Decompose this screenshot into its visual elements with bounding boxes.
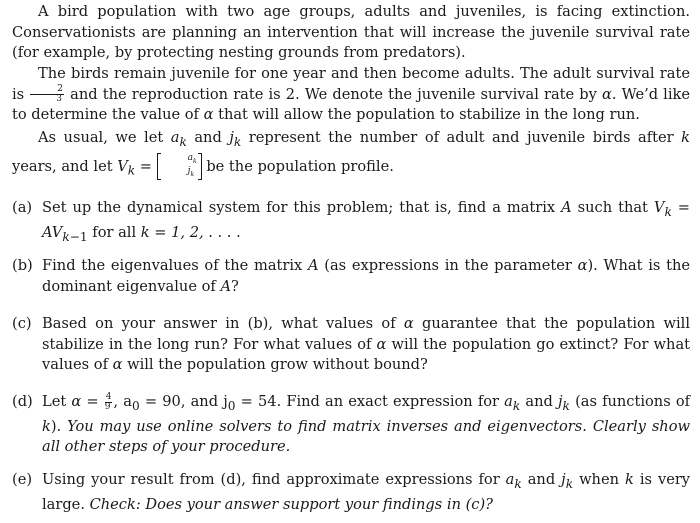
question-text: Using your result from (d), find approximate expressions for (42, 471, 500, 488)
j-k-symbol: j (229, 129, 234, 146)
question-text: (as expressions in the parameter (324, 257, 572, 274)
population-vector: $a_k$ $j_k$ (157, 153, 202, 181)
a-k-symbol: a (170, 129, 180, 146)
question-text: ). What is the dominant eigenvalue of (42, 257, 690, 295)
question-label: (b) (12, 257, 33, 274)
question-c: (c) Based on your answer in (b), what values of α guarantee that the population will stabilize in the long run? For what values of α will the population go extinct? For what values of α will the population grow without bound? (12, 315, 691, 374)
question-text: such that (577, 199, 648, 216)
intro-text-2a: The birds remain juvenile for one year and then become adults. The adult survival rate is (12, 65, 690, 103)
intro-paragraph-2 (12, 64, 690, 126)
intro-paragraph-3: As usual, we let $a_k$ and $j_k$ represent the number of adult and juvenile birds after k years, and let $V_k$ = $a_k$ $j_k$ be the population profile. (12, 129, 691, 179)
intro-paragraph-1 (12, 2, 690, 64)
question-text: for all (92, 223, 137, 241)
fraction-two-thirds: $\frac{2}{3}$ (30, 85, 64, 104)
question-text: = 54. Find an exact expression for (235, 393, 500, 410)
question-label: (e) (12, 471, 33, 488)
question-b: (b) Find the eigenvalues of the matrix A (as expressions in the parameter α). What is the dominant eigenvalue of A? (12, 257, 690, 295)
intro-text-3c: years, and let (12, 157, 113, 175)
question-text: will the population go extinct? For what values of (42, 335, 691, 374)
question-text: Let (42, 393, 67, 410)
intro-text-2b: and the reproduction rate is 2. We denote the juvenile survival rate by (70, 85, 597, 103)
alpha-symbol: α (203, 106, 214, 124)
intro-text-1: A bird population with two age groups, adults and juveniles, is facing extinction. Conservationists are planning an intervention that will increase the juvenile survival rate (for example, by protecting nesting grounds from predators). (12, 3, 690, 62)
question-label: (a) (12, 199, 33, 216)
v-k-symbol: V (117, 157, 128, 175)
question-text: guarantee that the population will stabilize in the long run? For what values of (42, 315, 690, 353)
question-a: (a) Set up the dynamical system for this problem; that is, find a matrix A such that $V_k = AV_{k-1}$ for all k = 1, 2, . . . . (12, 199, 691, 244)
question-text: Set up the dynamical system for this problem; that is, find a matrix (42, 199, 556, 216)
question-d: (d) Let α = $\frac{4}{9}$ , $a_0 = 90$, and $j_0 = 54$. Find an exact expression for $a_k$ and $j_k$ (as functions of k). You may use online solvers to find matrix inverses and eigenvectors. Clearly show all other steps of your procedure. (12, 391, 691, 456)
question-text: will the population grow without bound? (127, 356, 428, 374)
question-label: (c) (12, 315, 32, 332)
question-label: (d) (12, 393, 33, 410)
question-text: Based on your answer in (b), what values of (42, 315, 396, 332)
alpha-symbol: α (602, 85, 612, 103)
intro-text-2d: that will allow the population to stabilize in the long run. (218, 106, 640, 124)
and-text: and (194, 129, 222, 146)
k-symbol: k (681, 129, 691, 146)
intro-text-2c: . We’d like to determine the value of (12, 85, 690, 124)
intro-text-3d: be the population profile. (206, 157, 394, 175)
intro-text-3a: As usual, we let (38, 129, 164, 146)
question-e: (e) Using your result from (d), find approximate expressions for $a_k$ and $j_k$ when k is very large. Check: Does your answer support your findings in (c)? (12, 471, 691, 513)
intro-text-3b: represent the number of adult and juvenile birds after (248, 129, 674, 146)
question-check: Check: Does your answer support your findings in (c)? (89, 495, 493, 513)
fraction-four-ninths: $\frac{4}{9}$ (104, 391, 112, 412)
question-note: You may use online solvers to find matrix inverses and eigenvectors. Clearly show all other steps of your procedure. (42, 417, 690, 456)
question-text: Find the eigenvalues of the matrix (42, 257, 303, 274)
